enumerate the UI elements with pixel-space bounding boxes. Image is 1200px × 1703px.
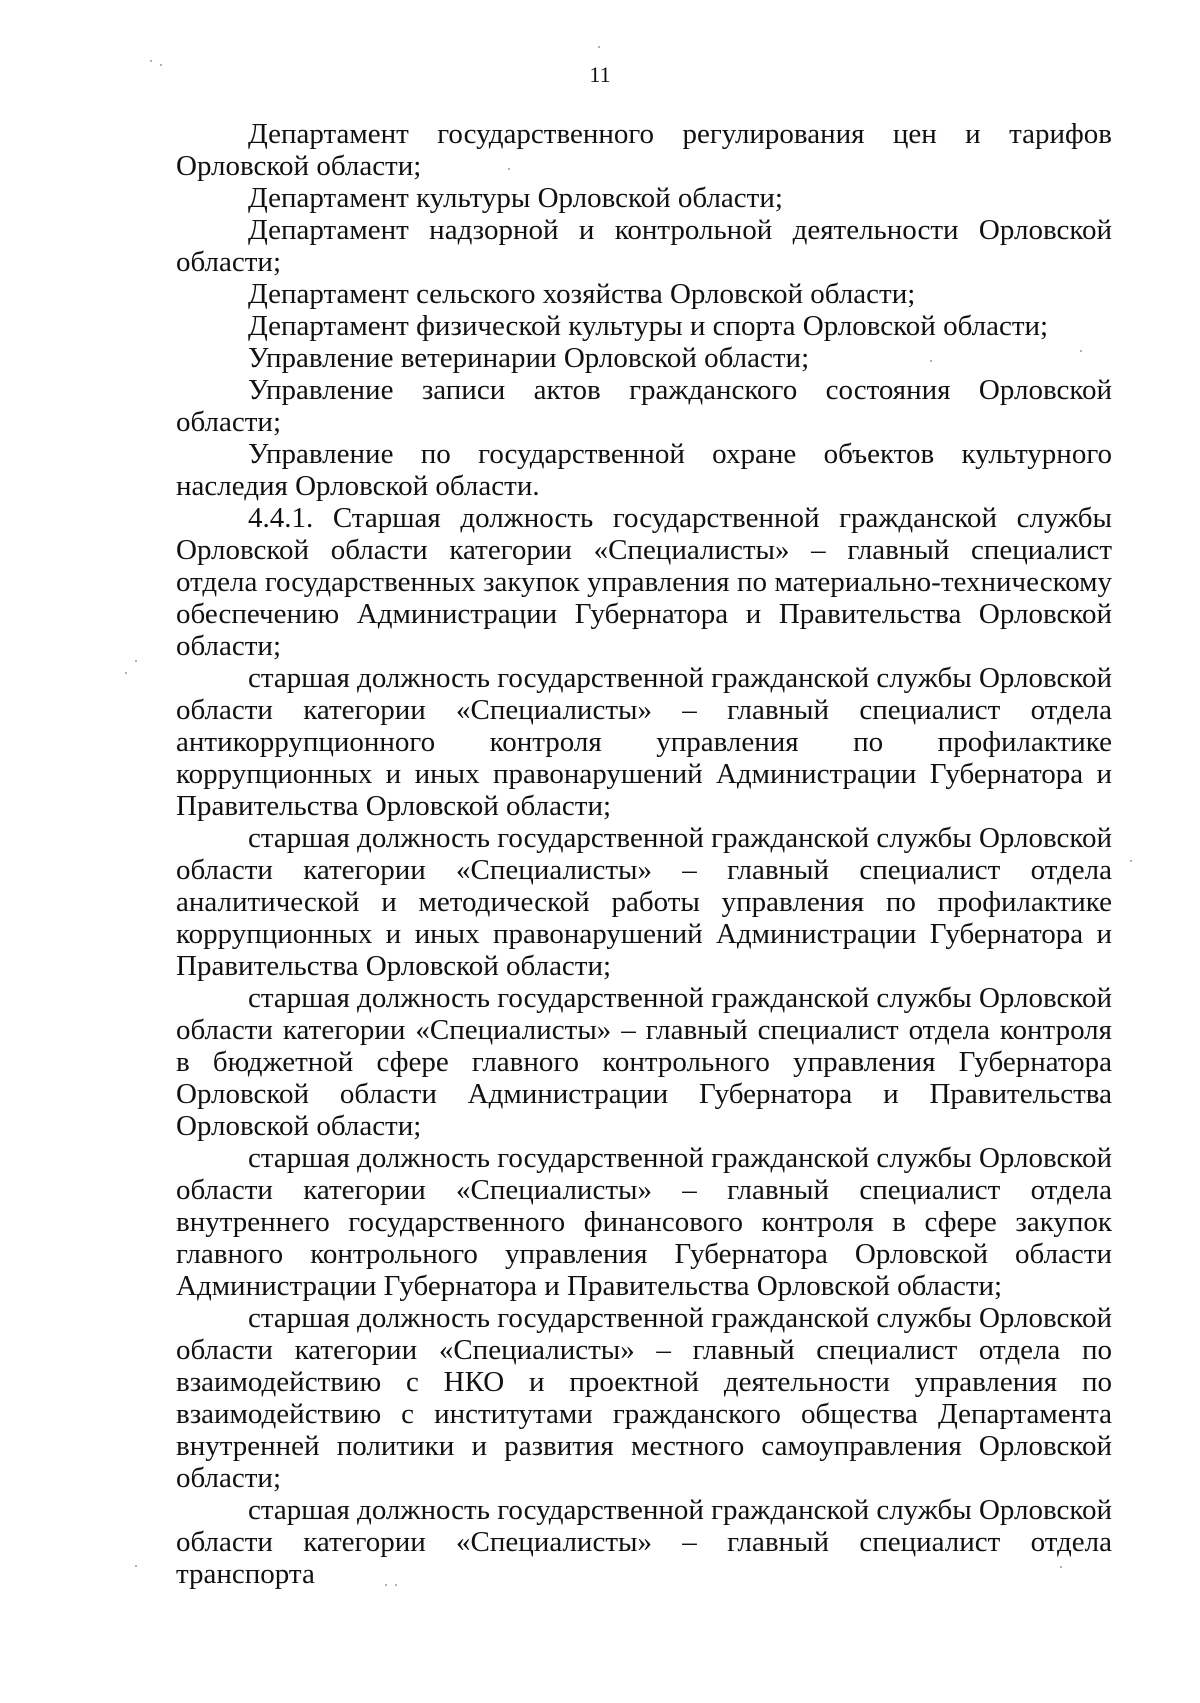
paragraph-department-sport: Департамент физической культуры и спорта Орловской области; xyxy=(248,310,1049,342)
scan-speck xyxy=(508,168,510,170)
paragraph-department-agriculture: Департамент сельского хозяйства Орловской области; xyxy=(248,278,916,310)
scan-speck xyxy=(1060,1566,1062,1568)
scan-speck xyxy=(135,660,137,662)
scan-speck xyxy=(1080,350,1082,352)
scan-speck xyxy=(150,60,152,62)
paragraph-department-supervision: Департамент надзорной и контрольной деятельности Орловской области; xyxy=(176,214,1112,278)
scan-speck xyxy=(160,64,162,66)
paragraph-veterinary-directorate: Управление ветеринарии Орловской области; xyxy=(248,342,810,374)
page-number: 11 xyxy=(589,62,611,87)
paragraph-heritage-directorate: Управление по государственной охране объектов культурного наследия Орловской области. xyxy=(176,438,1112,502)
paragraph-transport-department: старшая должность государственной гражданской службы Орловской области категории «Специалисты» – главный специалист отдела транспорта xyxy=(176,1494,1113,1590)
paragraph-department-prices-tariffs: Департамент государственного регулирования цен и тарифов Орловской области; xyxy=(176,118,1112,182)
paragraph-budget-control: старшая должность государственной гражданской службы Орловской области категории «Специалисты» – главный специалист отдела контроля в бюджетной сфере главного контрольного управления Губернатора Орловской области Администрации Губернатора и Правительства Орловской области; xyxy=(176,982,1113,1142)
scan-speck xyxy=(598,46,600,48)
scan-speck xyxy=(125,672,127,674)
paragraph-anticorruption-control: старшая должность государственной гражданской службы Орловской области категории «Специалисты» – главный специалист отдела антикоррупционного контроля управления по профилактике коррупционных и иных правонарушений Администрации Губернатора и Правительства Орловской области; xyxy=(176,662,1113,822)
scan-speck xyxy=(395,1584,397,1586)
scan-speck xyxy=(930,360,932,362)
paragraph-nko-interaction: старшая должность государственной гражданской службы Орловской области категории «Специалисты» – главный специалист отдела по взаимодействию с НКО и проектной деятельности управления по взаимодействию с институтами гражданского общества Департамента внутренней политики и развития местного самоуправления Орловской области; xyxy=(176,1302,1113,1494)
scan-speck xyxy=(135,1565,137,1567)
paragraph-department-culture: Департамент культуры Орловской области; xyxy=(248,182,783,214)
paragraph-internal-financial-control: старшая должность государственной гражданской службы Орловской области категории «Специалисты» – главный специалист отдела внутреннего государственного финансового контроля в сфере закупок главного контрольного управления Губернатора Орловской области Администрации Губернатора и Правительства Орловской области; xyxy=(176,1142,1113,1302)
paragraph-clause-4-4-1: 4.4.1. Старшая должность государственной гражданской службы Орловской области категории «Специалисты» – главный специалист отдела государственных закупок управления по материально-техническому обеспечению Администрации Губернатора и Правительства Орловской области; xyxy=(176,502,1112,662)
scan-speck xyxy=(1130,860,1132,862)
scan-speck xyxy=(385,1584,387,1586)
document-body xyxy=(176,118,1112,1590)
paragraph-analytical-methodical-work: старшая должность государственной гражданской службы Орловской области категории «Специалисты» – главный специалист отдела аналитической и методической работы управления по профилактике коррупционных и иных правонарушений Администрации Губернатора и Правительства Орловской области; xyxy=(176,822,1113,982)
paragraph-civil-registry-directorate: Управление записи актов гражданского состояния Орловской области; xyxy=(176,374,1112,438)
